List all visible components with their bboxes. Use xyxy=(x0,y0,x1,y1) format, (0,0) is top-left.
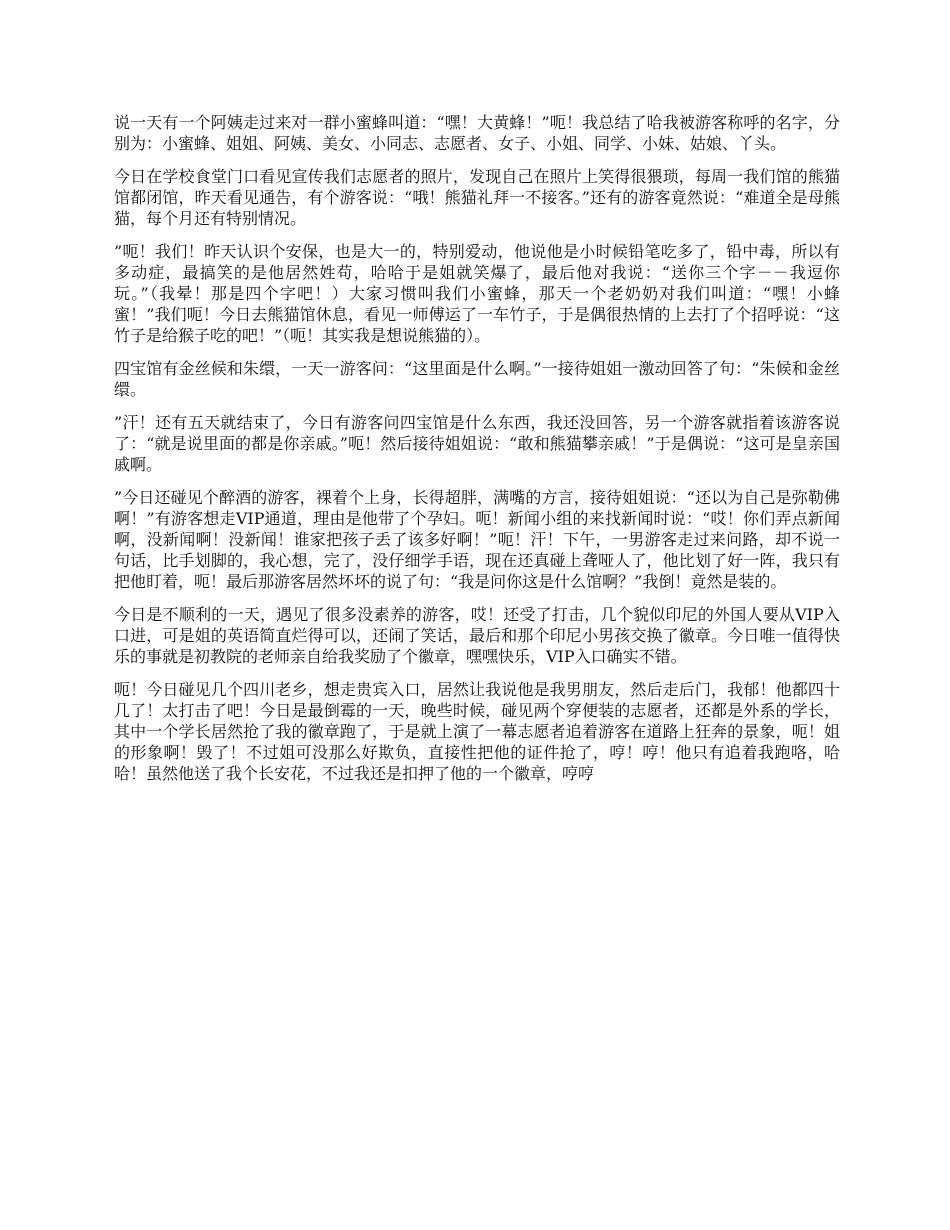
paragraph-6: ”今日还碰见个醉酒的游客，裸着个上身，长得超胖，满嘴的方言，接待姐姐说：“还以为自己是弥勒佛啊！”有游客想走VIP通道，理由是他带了个孕妇。呃！新闻小组的来找新闻时说：“哎！你们弄点新闻啊，没新闻啊！没新闻！谁家把孩子丢了该多好啊！”呃！汗！下午，一男游客走过来问路，却不说一句话，比手划脚的，我心想，完了，没仔细学手语，现在还真碰上聋哑人了，他比划了好一阵，我只有把他盯着，呃！最后那游客居然坏坏的说了句：“我是问你这是什么馆啊？”我倒！竟然是装的。 xyxy=(114,488,840,591)
paragraph-4: 四宝馆有金丝候和朱缳，一天一游客问：“这里面是什么啊。”一接待姐姐一激动回答了句：“朱候和金丝缳。 xyxy=(114,359,840,399)
paragraph-1: 说一天有一个阿姨走过来对一群小蜜蜂叫道：“嘿！大黄蜂！”呃！我总结了哈我被游客称呼的名字，分别为：小蜜蜂、姐姐、阿姨、美女、小同志、志愿者、女子、小姐、同学、小妹、姑娘、丫头。 xyxy=(114,113,840,153)
paragraph-3: ”呃！我们！昨天认识个安保，也是大一的，特别爱动，他说他是小时候铅笔吃多了，铅中毒，所以有多动症，最搞笑的是他居然姓苟，哈哈于是姐就笑爆了，最后他对我说：“送你三个字－－我逗你玩。”（我晕！那是四个字吧！）大家习惯叫我们小蜜蜂，那天一个老奶奶对我们叫道：“嘿！小蜂蜜！”我们呃！今日去熊猫馆休息，看见一师傅运了一车竹子，于是偶很热情的上去打了个招呼说：“这竹子是给猴子吃的吧！”（呃！其实我是想说熊猫的）。 xyxy=(114,242,840,345)
paragraph-5: ”汗！还有五天就结束了，今日有游客问四宝馆是什么东西，我还没回答，另一个游客就指着该游客说了：“就是说里面的都是你亲戚。”呃！然后接待姐姐说：“敢和熊猫攀亲戚！”于是偶说：“这可是皇亲国戚啊。 xyxy=(114,413,840,474)
paragraph-8: 呃！今日碰见几个四川老乡，想走贵宾入口，居然让我说他是我男朋友，然后走后门，我郁！他都四十几了！太打击了吧！今日是最倒霉的一天，晚些时候，碰见两个穿便装的志愿者，还都是外系的学长，其中一个学长居然抢了我的徽章跑了，于是就上演了一幕志愿者追着游客在道路上狂奔的景象，呃！姐的形象啊！毁了！不过姐可没那么好欺负，直接性把他的证件抢了，哼！哼！他只有追着我跑咯，哈哈！虽然他送了我个长安花，不过我还是扣押了他的一个徽章，哼哼 xyxy=(114,680,840,783)
paragraph-7: 今日是不顺利的一天，遇见了很多没素养的游客，哎！还受了打击，几个貌似印尼的外国人要从VIP入口进，可是姐的英语简直烂得可以，还闹了笑话，最后和那个印尼小男孩交换了徽章。今日唯一值得快乐的事就是初教院的老师亲自给我奖励了个徽章，嘿嘿快乐，VIP入口确实不错。 xyxy=(114,605,840,666)
paragraph-2: 今日在学校食堂门口看见宣传我们志愿者的照片，发现自己在照片上笑得很猥琐，每周一我们馆的熊猫馆都闭馆，昨天看见通告，有个游客说：“哦！熊猫礼拜一不接客。”还有的游客竟然说：“难道全是母熊猫，每个月还有特别情况。 xyxy=(114,167,840,228)
